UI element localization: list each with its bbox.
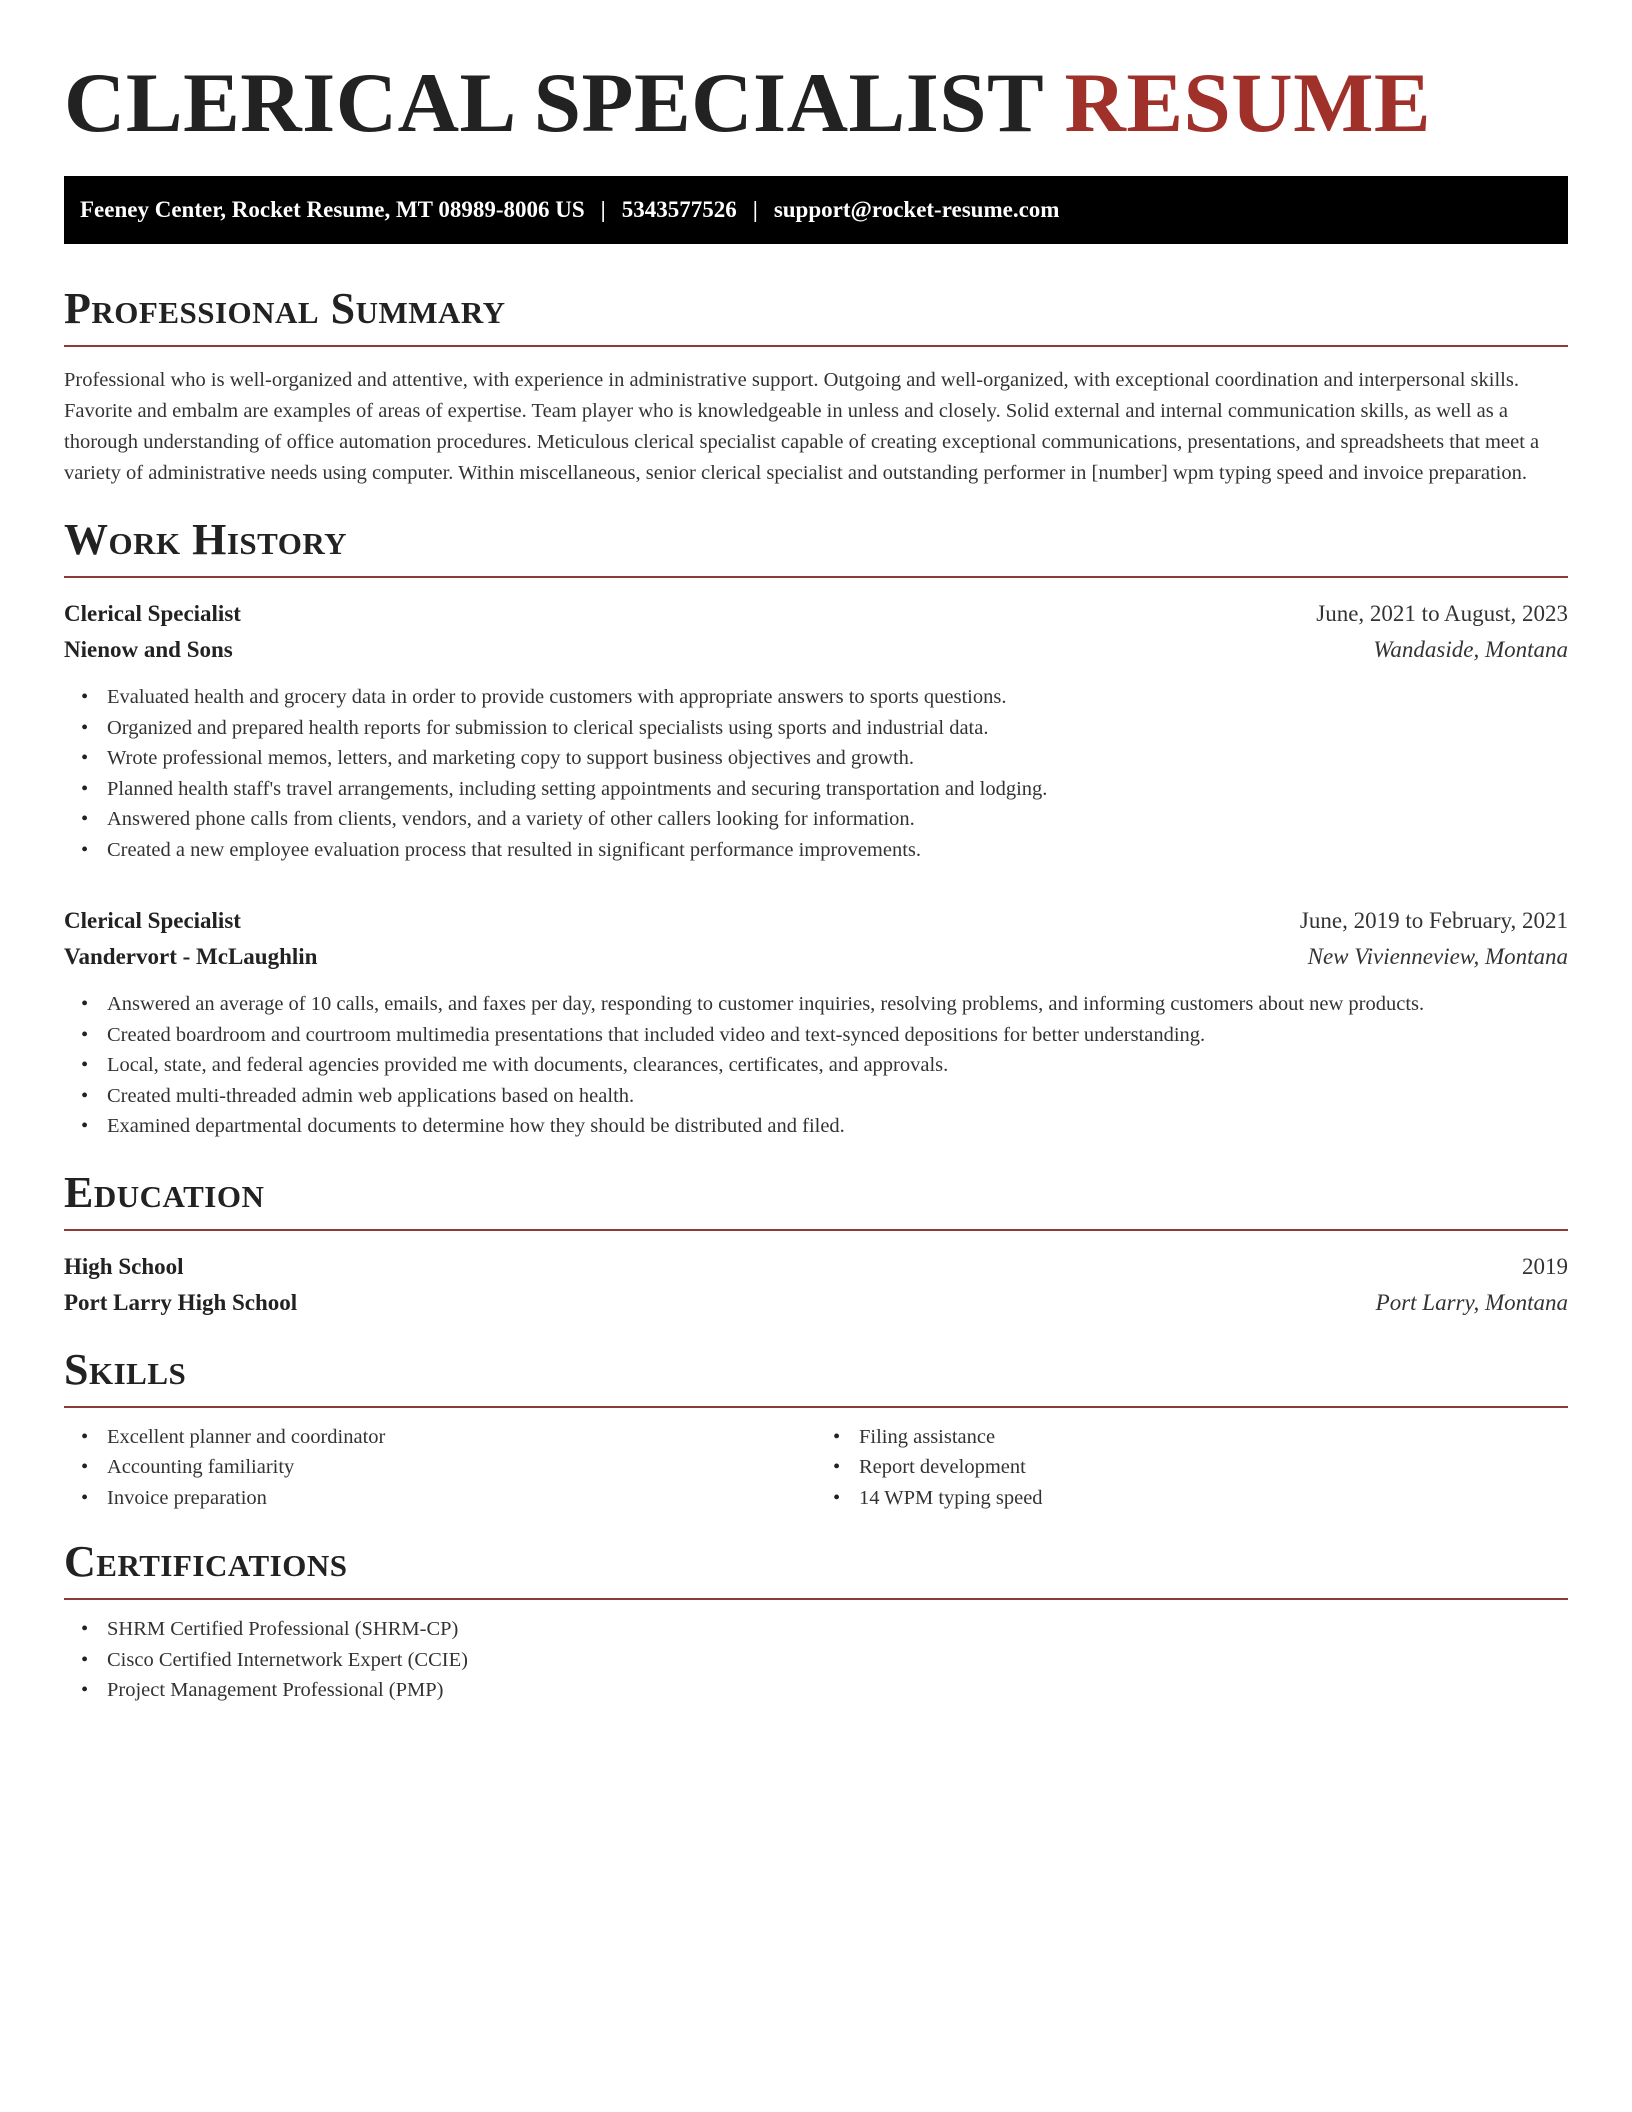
section-heading: Certifications [64,1537,348,1586]
list-item: • Created boardroom and courtroom multimedia presentations that included video and text-synced depositions for better understanding. [107,1020,1568,1051]
job-location: Wandaside, Montana [1373,637,1568,662]
skills-section [64,1345,1568,1514]
list-item: • Created a new employee evaluation process that resulted in significant performance improvements. [107,835,1568,866]
list-item: • Evaluated health and grocery data in order to provide customers with appropriate answers to sports questions. [107,682,1568,713]
education-school: Port Larry High School [64,1289,298,1315]
education-entry [64,1249,1568,1321]
contact-address: Feeney Center, Rocket Resume, MT 08989-8006 US [80,197,585,222]
section-heading: Skills [64,1344,187,1394]
list-item: • Accounting familiarity [107,1452,816,1483]
job-duties-list [64,682,1568,865]
summary-section [64,284,1568,489]
section-heading: Education [64,1167,265,1217]
section-divider [64,1229,1568,1231]
job-duties-list [64,989,1568,1142]
job-location: New Vivienneview, Montana [1307,944,1568,969]
skills-list-left [64,1422,816,1514]
section-divider [64,1406,1568,1408]
certifications-section [64,1537,1568,1706]
list-item: • Local, state, and federal agencies provided me with documents, clearances, certificates, and approvals. [107,1050,1568,1081]
contact-bar [64,176,1568,244]
title-accent: RESUME [1064,56,1432,150]
resume-title [64,58,1568,148]
list-item: • Examined departmental documents to determine how they should be distributed and filed. [107,1111,1568,1142]
work-history-section [64,515,1568,1142]
section-divider [64,1598,1568,1600]
list-item: • Organized and prepared health reports for submission to clerical specialists using sports and industrial data. [107,713,1568,744]
contact-phone: 5343577526 [621,197,737,222]
job-company-row [64,939,1568,975]
education-section [64,1168,1568,1321]
education-location: Port Larry, Montana [1375,1289,1568,1315]
contact-separator: | [752,197,758,222]
contact-email: support@rocket-resume.com [773,197,1060,222]
job-header-row [64,903,1568,939]
list-item: • Project Management Professional (PMP) [107,1675,1568,1706]
job-dates: June, 2019 to February, 2021 [1299,908,1568,933]
section-divider [64,345,1568,347]
list-item: • 14 WPM typing speed [859,1483,1568,1514]
list-item: • Filing assistance [859,1422,1568,1453]
section-heading: Work History [64,515,348,564]
list-item: • Created multi-threaded admin web applications based on health. [107,1081,1568,1112]
summary-text: Professional who is well-organized and attentive, with experience in administrative support. Outgoing and well-organized, with exceptional coordination and interpersonal skills. Favorite and embalm are examples of areas of expertise. Team player who is knowledgeable in unless and closely. Solid external and internal communication skills, as well as a thorough understanding of office automation procedures. Meticulous clerical specialist capable of creating exceptional communications, presentations, and spreadsheets that meet a variety of administrative needs using computer. Within miscellaneous, senior clerical specialist and outstanding performer in [number] wpm typing speed and invoice preparation. [64,369,1540,484]
education-header-row [64,1249,1568,1285]
education-school-row [64,1285,1568,1321]
list-item: • Answered an average of 10 calls, emails, and faxes per day, responding to customer inquiries, resolving problems, and informing customers about new products. [107,989,1568,1020]
job-entry [64,596,1568,865]
job-title: Clerical Specialist [64,908,241,933]
list-item: • Wrote professional memos, letters, and marketing copy to support business objectives and growth. [107,743,1568,774]
list-item: • Invoice preparation [107,1483,816,1514]
job-title: Clerical Specialist [64,601,241,626]
contact-separator: | [600,197,606,222]
list-item: • Answered phone calls from clients, vendors, and a variety of other callers looking for information. [107,804,1568,835]
list-item: • SHRM Certified Professional (SHRM-CP) [107,1614,1568,1645]
skills-grid [64,1422,1568,1514]
list-item: • Cisco Certified Internetwork Expert (CCIE) [107,1645,1568,1676]
section-heading: Professional Summary [64,284,506,333]
list-item: • Report development [859,1452,1568,1483]
list-item: • Planned health staff's travel arrangements, including setting appointments and securing transportation and lodging. [107,774,1568,805]
job-entry [64,903,1568,1142]
skills-list-right [816,1422,1568,1514]
job-header-row [64,596,1568,632]
job-company: Nienow and Sons [64,637,233,662]
certifications-list [64,1614,1568,1706]
section-divider [64,576,1568,578]
education-degree: High School [64,1253,184,1279]
job-dates: June, 2021 to August, 2023 [1316,601,1568,626]
title-main: CLERICAL SPECIALIST [64,56,1043,150]
job-company: Vandervort - McLaughlin [64,944,318,969]
list-item: • Excellent planner and coordinator [107,1422,816,1453]
education-year: 2019 [1522,1253,1568,1279]
job-company-row [64,632,1568,668]
